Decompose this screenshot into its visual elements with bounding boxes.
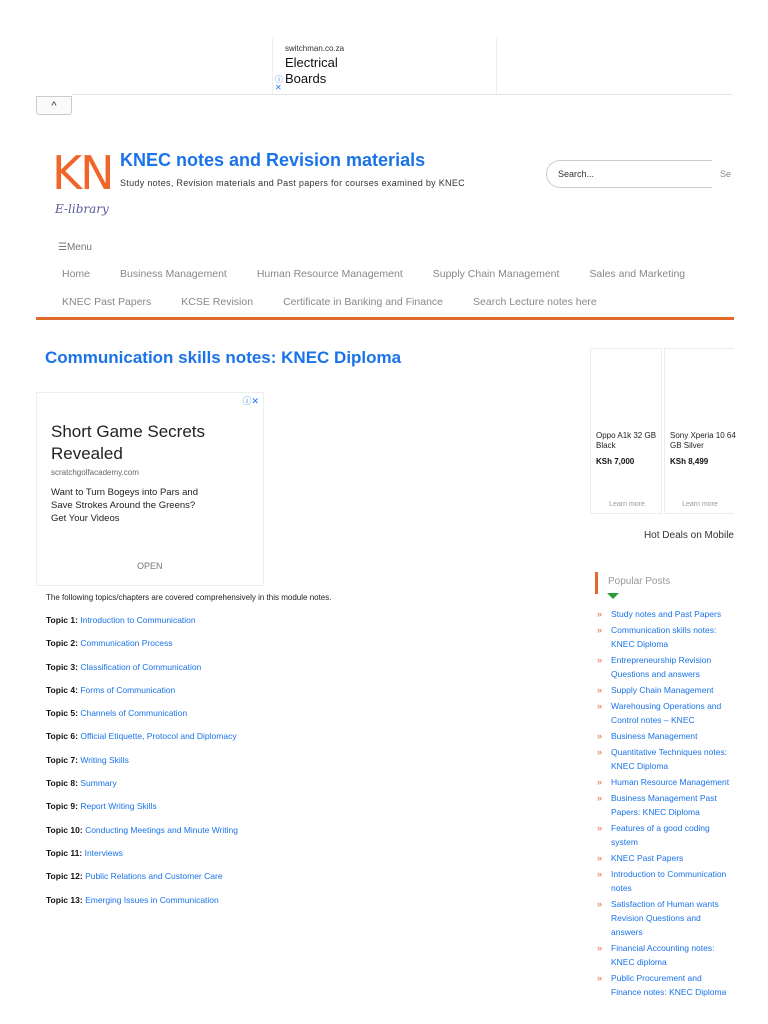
topic-label: Topic 10:: [46, 824, 83, 835]
nav-item-business-management[interactable]: Business Management: [120, 268, 227, 280]
topic-label: Topic 3:: [46, 661, 78, 672]
popular-post-title[interactable]: Business Management Past Papers: KNEC Diploma: [611, 793, 717, 817]
popular-post-link[interactable]: [597, 821, 734, 849]
chevron-right-icon: »: [597, 701, 603, 711]
learn-more-link[interactable]: Learn more: [609, 501, 645, 508]
post-title[interactable]: Communication skills notes: KNEC Diploma: [45, 348, 402, 367]
topic-item: [46, 800, 466, 823]
popular-post-link[interactable]: [597, 607, 734, 621]
nav-item-supply-chain-management[interactable]: Supply Chain Management: [432, 268, 560, 280]
nav-divider: [36, 317, 734, 320]
popular-post-link[interactable]: [597, 851, 734, 865]
topic-label: Topic 9:: [46, 801, 78, 812]
ad-open-button[interactable]: OPEN: [137, 561, 163, 571]
topic-link[interactable]: Public Relations and Customer Care: [85, 871, 223, 882]
topic-label: Topic 7:: [46, 754, 78, 765]
chevron-right-icon: »: [597, 655, 603, 665]
search-button[interactable]: Se: [720, 169, 732, 179]
popular-post-title[interactable]: Introduction to Communication notes: [611, 869, 727, 893]
chevron-right-icon: »: [597, 625, 603, 635]
chevron-right-icon: »: [597, 777, 603, 787]
chevron-right-icon: »: [597, 869, 603, 879]
topic-link[interactable]: Channels of Communication: [80, 708, 188, 719]
product-ad-card[interactable]: [590, 348, 662, 514]
site-logo[interactable]: [52, 146, 113, 220]
chevron-right-icon: »: [597, 793, 603, 803]
product-name[interactable]: Sony Xperia 10 64 GB Silver: [670, 431, 736, 450]
popular-post-link[interactable]: [597, 729, 734, 743]
learn-more-link[interactable]: Learn more: [682, 501, 718, 508]
topic-item: [46, 637, 466, 660]
topic-item: [46, 730, 466, 753]
ad-domain: switchman.co.za: [285, 44, 345, 53]
chevron-right-icon: »: [597, 609, 603, 619]
topic-item: [46, 847, 466, 870]
popular-post-title[interactable]: Quantitative Techniques notes: KNEC Diploma: [611, 747, 728, 771]
ad-close-icon[interactable]: ✕: [275, 83, 282, 92]
popular-post-title[interactable]: Human Resource Management: [611, 777, 730, 787]
popular-post-title[interactable]: Warehousing Operations and Control notes – KNEC: [611, 701, 722, 725]
topic-item: [46, 754, 466, 777]
topic-item: [46, 661, 466, 684]
topic-item: [46, 870, 466, 893]
nav-item-knec-past-papers[interactable]: KNEC Past Papers: [62, 296, 152, 308]
popular-post-link[interactable]: [597, 791, 734, 819]
topic-label: Topic 6:: [46, 731, 78, 742]
product-name[interactable]: Oppo A1k 32 GB Black: [596, 431, 657, 450]
topic-item: [46, 894, 466, 917]
hot-deals-label[interactable]: Hot Deals on Mobile: [643, 530, 734, 541]
product-price: KSh 8,499: [670, 457, 709, 466]
post-intro: The following topics/chapters are covered comprehensively in this module notes.: [46, 593, 332, 602]
product-ad-card[interactable]: [664, 348, 734, 514]
search-input[interactable]: Search...: [546, 160, 712, 188]
topic-item: [46, 824, 466, 847]
triangle-down-icon: [607, 593, 619, 599]
chevron-right-icon: »: [597, 731, 603, 741]
top-banner-ad[interactable]: [272, 38, 497, 94]
topic-link[interactable]: Report Writing Skills: [80, 801, 157, 812]
chevron-right-icon: »: [597, 685, 603, 695]
topic-link[interactable]: Communication Process: [80, 638, 173, 649]
popular-post-title[interactable]: Study notes and Past Papers: [611, 609, 722, 619]
popular-post-link[interactable]: [597, 775, 734, 789]
ad-title[interactable]: Electrical Boards: [285, 55, 338, 86]
topic-item: [46, 777, 466, 800]
topic-link[interactable]: Writing Skills: [80, 754, 129, 765]
topic-label: Topic 12:: [46, 871, 83, 882]
ad-info-icon[interactable]: ⓘ: [275, 75, 283, 84]
nav-item-certificate-banking[interactable]: Certificate in Banking and Finance: [283, 296, 444, 308]
popular-post-link[interactable]: [597, 941, 734, 969]
topic-link[interactable]: Emerging Issues in Communication: [85, 894, 219, 905]
chevron-right-icon: »: [597, 943, 603, 953]
topic-link[interactable]: Forms of Communication: [80, 684, 176, 695]
topic-item: [46, 684, 466, 707]
topic-item: [46, 707, 466, 730]
popular-post-link[interactable]: [597, 623, 734, 651]
top-divider: [72, 94, 732, 95]
popular-post-title[interactable]: Supply Chain Management: [611, 685, 714, 695]
chevron-right-icon: »: [597, 899, 603, 909]
content-ad[interactable]: [36, 392, 264, 586]
chevron-right-icon: »: [597, 973, 603, 983]
topic-label: Topic 1:: [46, 615, 78, 625]
popular-post-title[interactable]: Business Management: [611, 731, 698, 741]
site-title[interactable]: KNEC notes and Revision materials: [120, 150, 426, 170]
popular-post-link[interactable]: [597, 971, 734, 999]
popular-post-link[interactable]: [597, 745, 734, 773]
topic-label: Topic 13:: [46, 894, 83, 905]
topic-label: Topic 5:: [46, 708, 78, 719]
nav-item-kcse-revision[interactable]: KCSE Revision: [181, 296, 254, 308]
collapse-toggle-button[interactable]: ^: [36, 96, 72, 115]
topic-link[interactable]: Introduction to Communication: [80, 615, 196, 625]
popular-post-title[interactable]: Public Procurement and Finance notes: KNEC Diploma: [611, 973, 727, 997]
ad-body: Want to Turn Bogeys into Pars and Save Strokes Around the Greens? Get Your Videos: [51, 487, 198, 524]
topic-link[interactable]: Summary: [80, 778, 117, 789]
popular-post-title[interactable]: Satisfaction of Human wants Revision Questions and answers: [611, 899, 719, 937]
popular-post-title[interactable]: Features of a good coding system: [611, 823, 710, 847]
nav-item-sales-and-marketing[interactable]: Sales and Marketing: [589, 268, 686, 280]
nav-item-home[interactable]: Home: [62, 268, 91, 280]
popular-post-link[interactable]: [597, 867, 734, 895]
popular-post-link[interactable]: [597, 653, 734, 681]
chevron-right-icon: »: [597, 823, 603, 833]
popular-post-link[interactable]: [597, 699, 734, 727]
topic-link[interactable]: Conducting Meetings and Minute Writing: [85, 824, 238, 835]
nav-row-secondary: [62, 296, 627, 308]
topic-link[interactable]: Classification of Communication: [80, 661, 202, 672]
topic-label: Topic 8:: [46, 778, 78, 789]
popular-post-link[interactable]: [597, 683, 734, 697]
topic-link[interactable]: Official Etiquette, Protocol and Diplomacy: [80, 731, 237, 742]
topic-item: [46, 614, 466, 637]
adchoices-icon[interactable]: [275, 76, 283, 92]
nav-row-primary: [62, 268, 715, 280]
logo-letters: KN: [52, 146, 113, 200]
ad-headline[interactable]: Short Game Secrets Revealed: [51, 422, 206, 463]
topic-label: Topic 4:: [46, 684, 78, 695]
nav-item-human-resource-management[interactable]: Human Resource Management: [256, 268, 403, 280]
topic-label: Topic 2:: [46, 638, 78, 649]
popular-post-title[interactable]: Entrepreneurship Revision Questions and answers: [611, 655, 712, 679]
chevron-right-icon: »: [597, 853, 603, 863]
topic-link[interactable]: Interviews: [84, 847, 123, 858]
topic-label: Topic 11:: [46, 847, 83, 858]
popular-post-title[interactable]: Financial Accounting notes: KNEC diploma: [611, 943, 715, 967]
logo-subtitle: E-library: [55, 202, 109, 216]
topic-list: [46, 614, 466, 917]
site-description: Study notes, Revision materials and Past papers for courses examined by KNEC: [120, 178, 465, 188]
ad-choices-icon[interactable]: ⓘ✕: [242, 396, 259, 406]
popular-posts-heading: Popular Posts: [595, 572, 670, 594]
ad-domain: scratchgolfacademy.com: [51, 468, 139, 477]
product-price: KSh 7,000: [596, 457, 635, 466]
menu-toggle[interactable]: ☰Menu: [58, 242, 92, 253]
popular-post-link[interactable]: [597, 897, 734, 939]
popular-post-title[interactable]: KNEC Past Papers: [611, 853, 684, 863]
popular-post-title[interactable]: Communication skills notes: KNEC Diploma: [611, 625, 717, 649]
popular-posts-list: [597, 607, 734, 1001]
chevron-right-icon: »: [597, 747, 603, 757]
nav-item-search-lecture-notes[interactable]: Search Lecture notes here: [473, 296, 597, 308]
